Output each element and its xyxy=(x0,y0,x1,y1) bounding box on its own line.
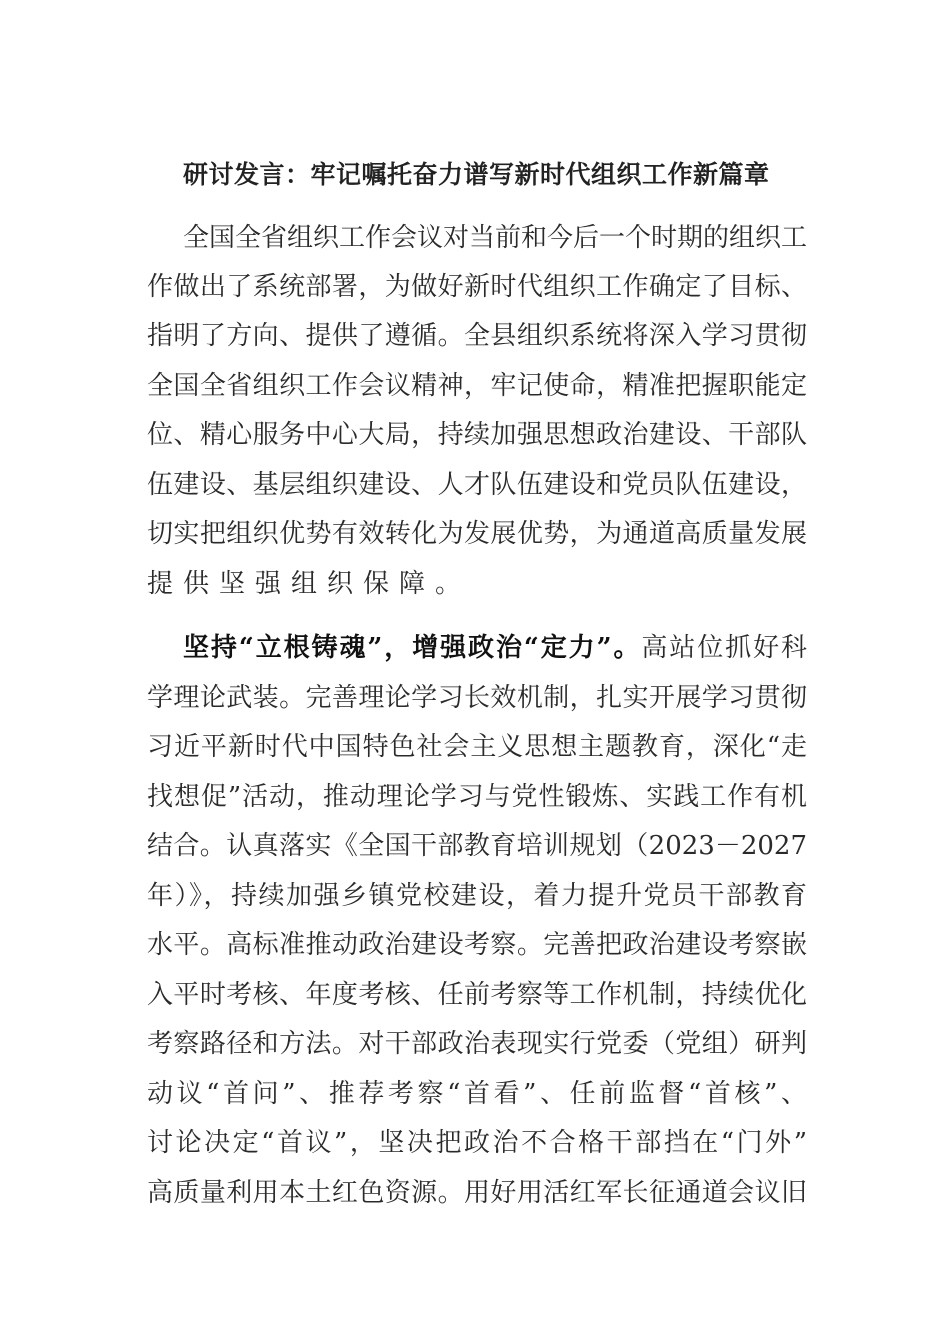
text-line: 全国全省组织工作会议对当前和今后一个时期的组织工 xyxy=(183,223,808,253)
text-line: 结合。认真落实《全国干部教育培训规划（2023－2027 xyxy=(147,831,807,861)
text-line: 入平时考核、年度考核、任前考察等工作机制，持续优化 xyxy=(147,980,807,1010)
document-title: 研讨发言：牢记嘱托奋力谱写新时代组织工作新篇章 xyxy=(183,160,770,189)
text-line: 伍建设、基层组织建设、人才队伍建设和党员队伍建设， xyxy=(147,470,807,500)
text-line: 提供坚强组织保障。 xyxy=(147,569,472,599)
text-line: 切实把组织优势有效转化为发展优势，为通道高质量发展 xyxy=(147,519,807,549)
text-line xyxy=(183,631,807,665)
text-line: 位、精心服务中心大局，持续加强思想政治建设、干部队 xyxy=(147,420,807,450)
text-line: 学理论武装。完善理论学习长效机制，扎实开展学习贯彻 xyxy=(147,683,807,713)
text-line: 高质量利用本土红色资源。用好用活红军长征通道会议旧 xyxy=(147,1178,807,1208)
text-span: 高站位抓好科 xyxy=(641,633,807,663)
text-line: 习近平新时代中国特色社会主义思想主题教育，深化“走 xyxy=(147,732,807,762)
text-line: 讨论决定“首议”，坚决把政治不合格干部挡在“门外” xyxy=(147,1128,807,1158)
text-line: 全国全省组织工作会议精神，牢记使命，精准把握职能定 xyxy=(147,371,807,401)
text-line: 动议“首问”、推荐考察“首看”、任前监督“首核”、 xyxy=(147,1079,807,1109)
text-line: 找想促”活动，推动理论学习与党性锻炼、实践工作有机 xyxy=(147,782,807,812)
text-line: 年）》，持续加强乡镇党校建设，着力提升党员干部教育 xyxy=(147,881,807,911)
text-line: 作做出了系统部署，为做好新时代组织工作确定了目标、 xyxy=(147,272,807,302)
text-line: 水平。高标准推动政治建设考察。完善把政治建设考察嵌 xyxy=(147,930,807,960)
text-line: 指明了方向、提供了遵循。全县组织系统将深入学习贯彻 xyxy=(147,321,807,351)
paragraph-lead-heading: 坚持“立根铸魂”，增强政治“定力”。 xyxy=(183,633,642,663)
text-line: 考察路径和方法。对干部政治表现实行党委（党组）研判 xyxy=(147,1029,807,1059)
